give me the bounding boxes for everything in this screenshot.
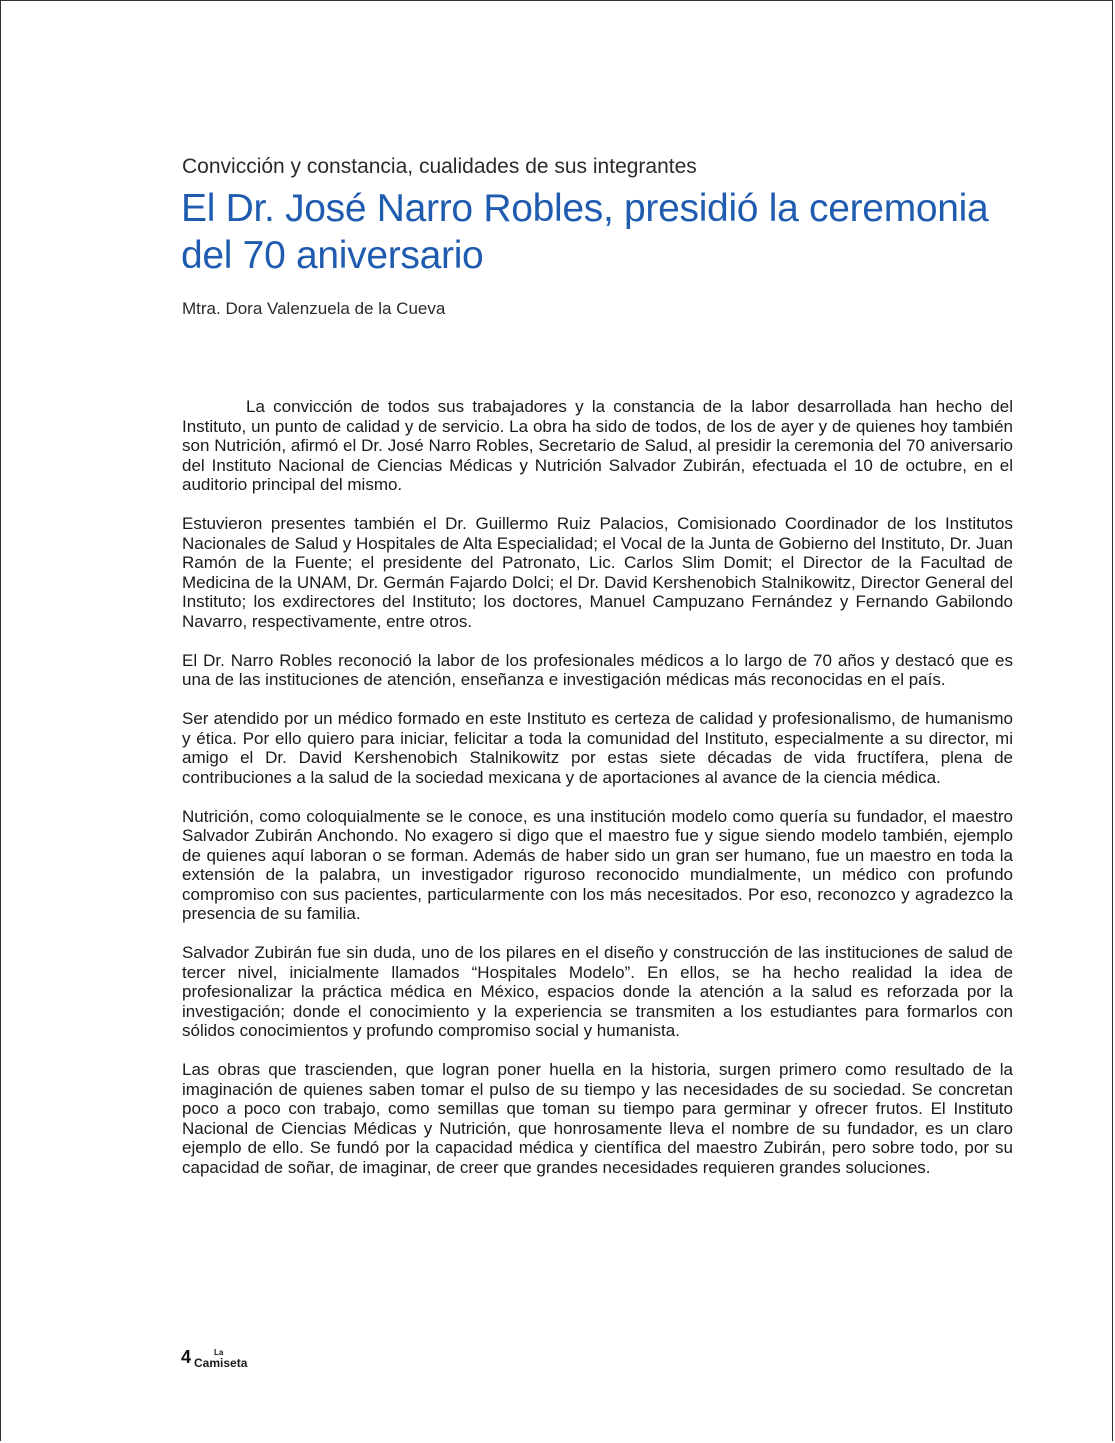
article-kicker: Convicción y constancia, cualidades de sus integrantes [182,155,697,178]
body-paragraph: El Dr. Narro Robles reconoció la labor de los profesionales médicos a lo largo de 70 años y destacó que es una de las instituciones de atención, enseñanza e investigación médicas más reconocidas en el país. [182,650,1013,689]
body-paragraph: Estuvieron presentes también el Dr. Guillermo Ruiz Palacios, Comisionado Coordinador de los Institutos Nacionales de Salud y Hospitales de Alta Especialidad; el Vocal de la Junta de Gobierno del Instituto, Dr. Juan Ramón de la Fuente; el presidente del Patronato, Lic. Carlos Slim Domit; el Director de la Facultad de Medicina de la UNAM, Dr. Germán Fajardo Dolci; el Dr. David Kershenobich Stalnikowitz, Director General del Instituto; los exdirectores del Instituto; los doctores, Manuel Campuzano Fernández y Fernando Gabilondo Navarro, respectivamente, entre otros. [182,514,1013,631]
body-paragraph: Ser atendido por un médico formado en este Instituto es certeza de calidad y profesionalismo, de humanismo y ética. Por ello quiero para iniciar, felicitar a toda la comunidad del Instituto, especialmente a su director, mi amigo el Dr. David Kershenobich Stalnikowitz por estas siete décadas de vida fructífera, plena de contribuciones a la salud de la sociedad mexicana y de aportaciones al avance de la ciencia médica. [182,709,1013,787]
page-footer [181,1347,247,1369]
body-paragraph: Las obras que trascienden, que logran poner huella en la historia, surgen primero como resultado de la imaginación de quienes saben tomar el pulso de su tiempo y las necesidades de su sociedad. Se concretan poco a poco con trabajo, como semillas que toman su tiempo para germinar y ofrecer frutos. El Instituto Nacional de Ciencias Médicas y Nutrición, que honrosamente lleva el nombre de su fundador, es un claro ejemplo de ello. Se fundó por la capacidad médica y científica del maestro Zubirán, pero sobre todo, por su capacidad de soñar, de imaginar, de creer que grandes necesidades requieren grandes soluciones. [182,1060,1013,1177]
body-paragraph: Nutrición, como coloquialmente se le conoce, es una institución modelo como quería su fundador, el maestro Salvador Zubirán Anchondo. No exagero si digo que el maestro fue y sigue siendo modelo también, ejemplo de quienes aquí laboran o se forman. Además de haber sido un gran ser humano, fue un maestro en toda la extensión de la palabra, un investigador riguroso reconocido mundialmente, un médico con profundo compromiso con sus pacientes, particularmente con los más necesitados. Por eso, reconozco y agradezco la presencia de su familia. [182,806,1013,923]
body-paragraph: Salvador Zubirán fue sin duda, uno de los pilares en el diseño y construcción de las instituciones de salud de tercer nivel, inicialmente llamados “Hospitales Modelo”. En ellos, se ha hecho realidad la idea de profesionalizar la práctica médica en México, espacios donde la atención a la salud es reforzada por la investigación; donde el conocimiento y la experiencia se transmiten a los estudiantes para formarlos con sólidos conocimientos y profundo compromiso social y humanista. [182,943,1013,1040]
article-headline: El Dr. José Narro Robles, presidió la ceremonia del 70 aniversario [181,187,989,277]
body-paragraph: La convicción de todos sus trabajadores y la constancia de la labor desarrollada han hecho del Instituto, un punto de calidad y de servicio. La obra ha sido de todos, de los de ayer y de quienes hoy también son Nutrición, afirmó el Dr. José Narro Robles, Secretario de Salud, al presidir la ceremonia del 70 aniversario del Instituto Nacional de Ciencias Médicas y Nutrición Salvador Zubirán, efectuada el 10 de octubre, en el auditorio principal del mismo. [182,397,1013,494]
magazine-logo [194,1347,247,1369]
magazine-article-word: La [214,1348,224,1357]
article-body [182,397,1013,1197]
page-number: 4 [181,1347,192,1367]
magazine-name: Camiseta [194,1356,248,1370]
article-author: Mtra. Dora Valenzuela de la Cueva [182,299,446,318]
